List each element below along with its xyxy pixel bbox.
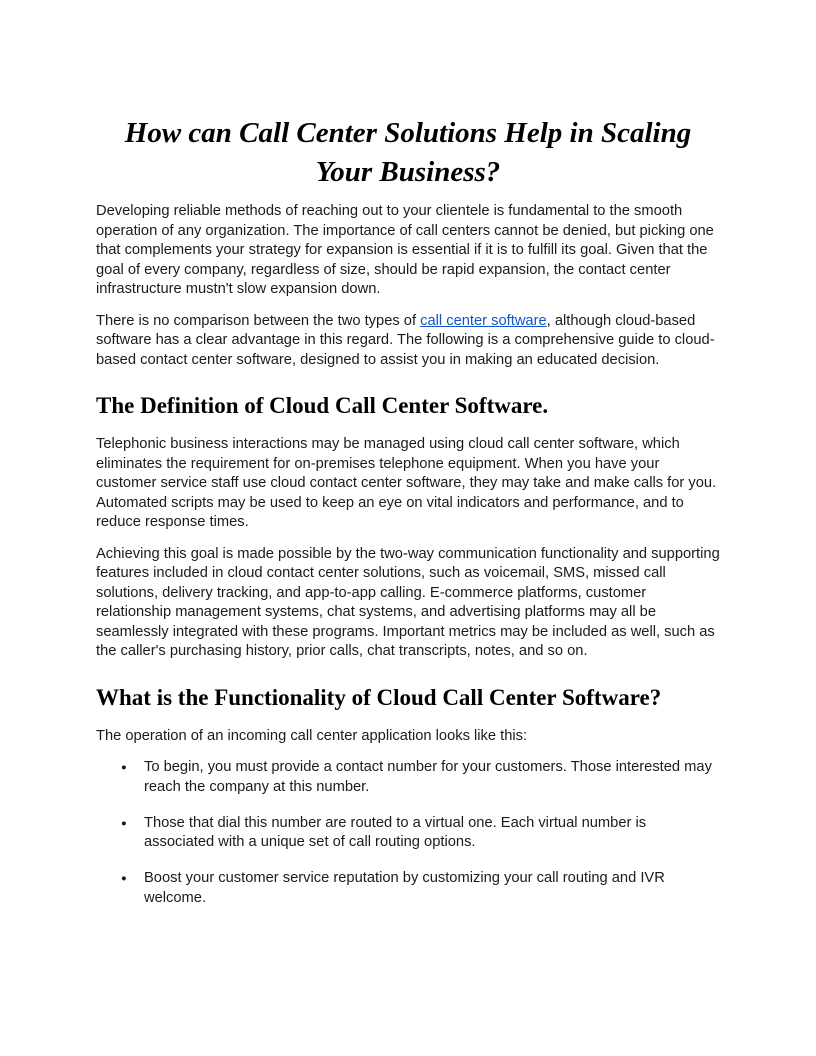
list-item-text: Boost your customer service reputation by customizing your call routing and IVR welcome. [144,870,665,906]
list-item-text: To begin, you must provide a contact number for your customers. Those interested may reach the company at this number. [144,759,712,795]
list-item-text: Those that dial this number are routed to a virtual one. Each virtual number is associated with a unique set of call routing options. [144,814,647,850]
functionality-intro-paragraph: The operation of an incoming call center application looks like this: [96,727,528,744]
heading-definition: The Definition of Cloud Call Center Software. [96,393,549,418]
intro-paragraph-2-before-link: There is no comparison between the two types of [96,312,421,329]
call-center-software-link[interactable]: call center software [420,312,547,329]
intro-paragraph-1: Developing reliable methods of reaching out to your clientele is fundamental to the smooth operation of any organization. The importance of call centers cannot be denied, but picking one that complements your strategy for expansion is essential if it is to fulfill its goal. Given that the goal of every company, regardless of size, should be rapid expansion, the contact center infrastructure mustn't slow expansion down. [96,203,714,297]
list-item [96,758,720,797]
heading-functionality: What is the Functionality of Cloud Call Center Software? [96,684,662,710]
bullet-icon: ● [121,762,127,773]
list-item [96,869,720,908]
document-title: How can Call Center Solutions Help in Scaling Your Business? [124,117,692,188]
intro-paragraph-2 [96,312,720,371]
definition-paragraph-1: Telephonic business interactions may be managed using cloud call center software, which eliminates the requirement for on-premises telephone equipment. When you have your customer service staff use cloud contact center software, they may take and make calls for you. Automated scripts may be used to keep an eye on vital indicators and performance, and to reduce response times. [96,436,717,530]
list-item [96,814,720,853]
bullet-icon: ● [121,817,127,829]
definition-paragraph-2: Achieving this goal is made possible by the two-way communication functionality and supporting features included in cloud contact center solutions, such as voicemail, SMS, missed call solutions, delivery tracking, and app-to-app calling. E-commerce platforms, customer relationship management systems, chat systems, and advertising platforms may all be seamlessly integrated with these programs. Important metrics may be included as well, such as the caller's purchasing history, prior calls, chat transcripts, notes, and so on. [96,545,720,659]
intro-paragraph-2-after-link: , although cloud-based software has a clear advantage in this regard. The following is a comprehensive guide to cloud-based contact center software, designed to assist you in making an educated decision. [96,312,715,368]
bullet-icon: ● [121,873,127,884]
functionality-bullet-list [96,758,720,908]
